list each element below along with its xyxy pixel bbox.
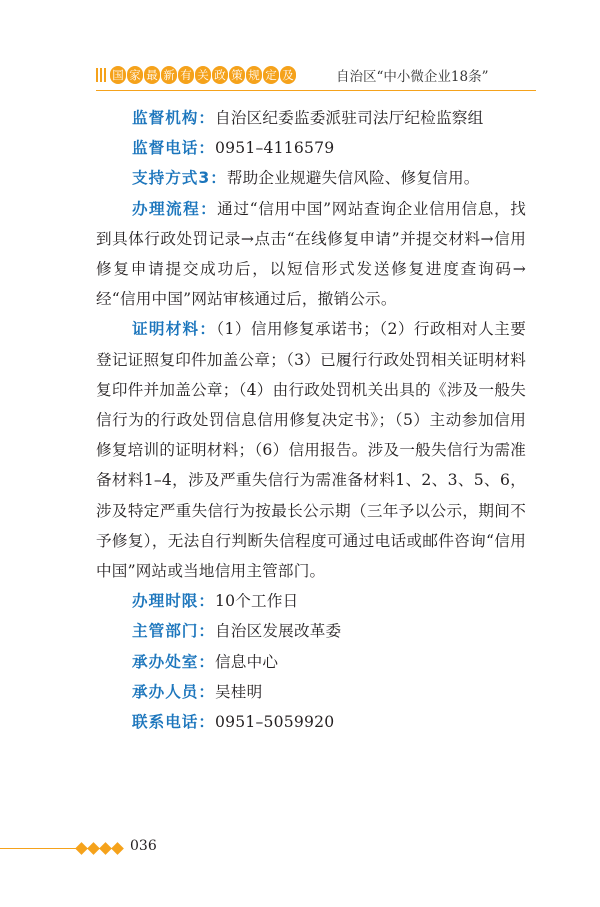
header-title-char: 及 <box>280 66 296 84</box>
diamond-icon <box>87 842 100 855</box>
footer-diamonds-decoration <box>76 842 123 855</box>
running-header <box>96 60 536 96</box>
field-value: 吴桂明 <box>214 682 263 701</box>
header-title-char: 策 <box>229 66 245 84</box>
header-title-char: 关 <box>195 66 211 84</box>
field-label: 办理流程： <box>132 199 218 218</box>
page-footer <box>0 838 600 862</box>
field-label: 支持方式3： <box>132 169 227 188</box>
header-title-char: 政 <box>212 66 228 84</box>
field-label: 证明材料： <box>132 320 217 339</box>
header-title-char: 家 <box>127 66 143 84</box>
footer-rule <box>0 848 76 849</box>
header-title-char: 有 <box>178 66 194 84</box>
paragraph-office <box>96 647 526 677</box>
field-label: 办理时限： <box>132 592 215 611</box>
header-title-char: 定 <box>263 66 279 84</box>
paragraph-contact-phone <box>96 707 526 737</box>
paragraph-time-limit <box>96 586 526 616</box>
page-number: 036 <box>130 838 157 854</box>
field-label: 监督电话： <box>132 139 215 158</box>
field-value: 帮助企业规避失信风险、修复信用。 <box>226 169 480 188</box>
header-title-char: 最 <box>144 66 160 84</box>
header-title-char: 新 <box>161 66 177 84</box>
field-value: （1）信用修复承诺书；（2）行政相对人主要登记证照复印件加盖公章；（3）已履行行政处罚相关证明材料复印件并加盖公章；（4）由行政处罚机关出具的《涉及一般失信行为的行政处罚信息信用修复决定书》；（5）主动参加信用修复培训的证明材料；（6）信用报告。涉及一般失信行为需准备材料1–4，涉及严重失信行为需准备材料1、2、3、5、6，涉及特定严重失信行为按最长公示期（三年予以公示，期间不予修复），无法自行判断失信程度可通过电话或邮件咨询“信用中国”网站或当地信用主管部门。 <box>96 320 526 581</box>
paragraph-support-method <box>96 163 526 193</box>
header-subtitle: 自治区“中小微企业18条” <box>336 69 489 85</box>
paragraph-supervising-agency <box>96 103 526 133</box>
header-title-char: 规 <box>246 66 262 84</box>
field-label: 主管部门： <box>132 622 215 641</box>
header-rule <box>96 90 536 91</box>
field-value: 信息中心 <box>214 652 279 671</box>
paragraph-supervision-phone <box>96 133 526 163</box>
field-label: 承办人员： <box>132 682 215 701</box>
paragraph-staff <box>96 677 526 707</box>
header-title-char: 国 <box>110 66 126 84</box>
page-body <box>96 103 526 737</box>
field-value: 自治区发展改革委 <box>214 622 342 641</box>
header-title <box>110 66 296 84</box>
field-value: 10个工作日 <box>214 592 299 611</box>
field-value: 0951–5059920 <box>214 713 335 732</box>
paragraph-department <box>96 616 526 646</box>
field-value: 自治区纪委监委派驻司法厅纪检监察组 <box>214 109 484 127</box>
diamond-icon <box>111 842 124 855</box>
field-label: 监督机构： <box>132 109 215 127</box>
field-value: 0951–4116579 <box>214 139 335 158</box>
paragraph-proof-materials <box>96 314 526 586</box>
field-value: 通过“信用中国”网站查询企业信用信息，找到具体行政处罚记录→点击“在线修复申请”并提交材料→信用修复申请提交成功后，以短信形式发送修复进度查询码→经“信用中国”网站审核通过后，撤销公示。 <box>96 199 526 309</box>
field-label: 承办处室： <box>132 652 215 671</box>
diamond-icon <box>75 842 88 855</box>
diamond-icon <box>99 842 112 855</box>
header-bars-decoration <box>96 68 108 82</box>
paragraph-procedure <box>96 194 526 315</box>
field-label: 联系电话： <box>132 713 215 732</box>
